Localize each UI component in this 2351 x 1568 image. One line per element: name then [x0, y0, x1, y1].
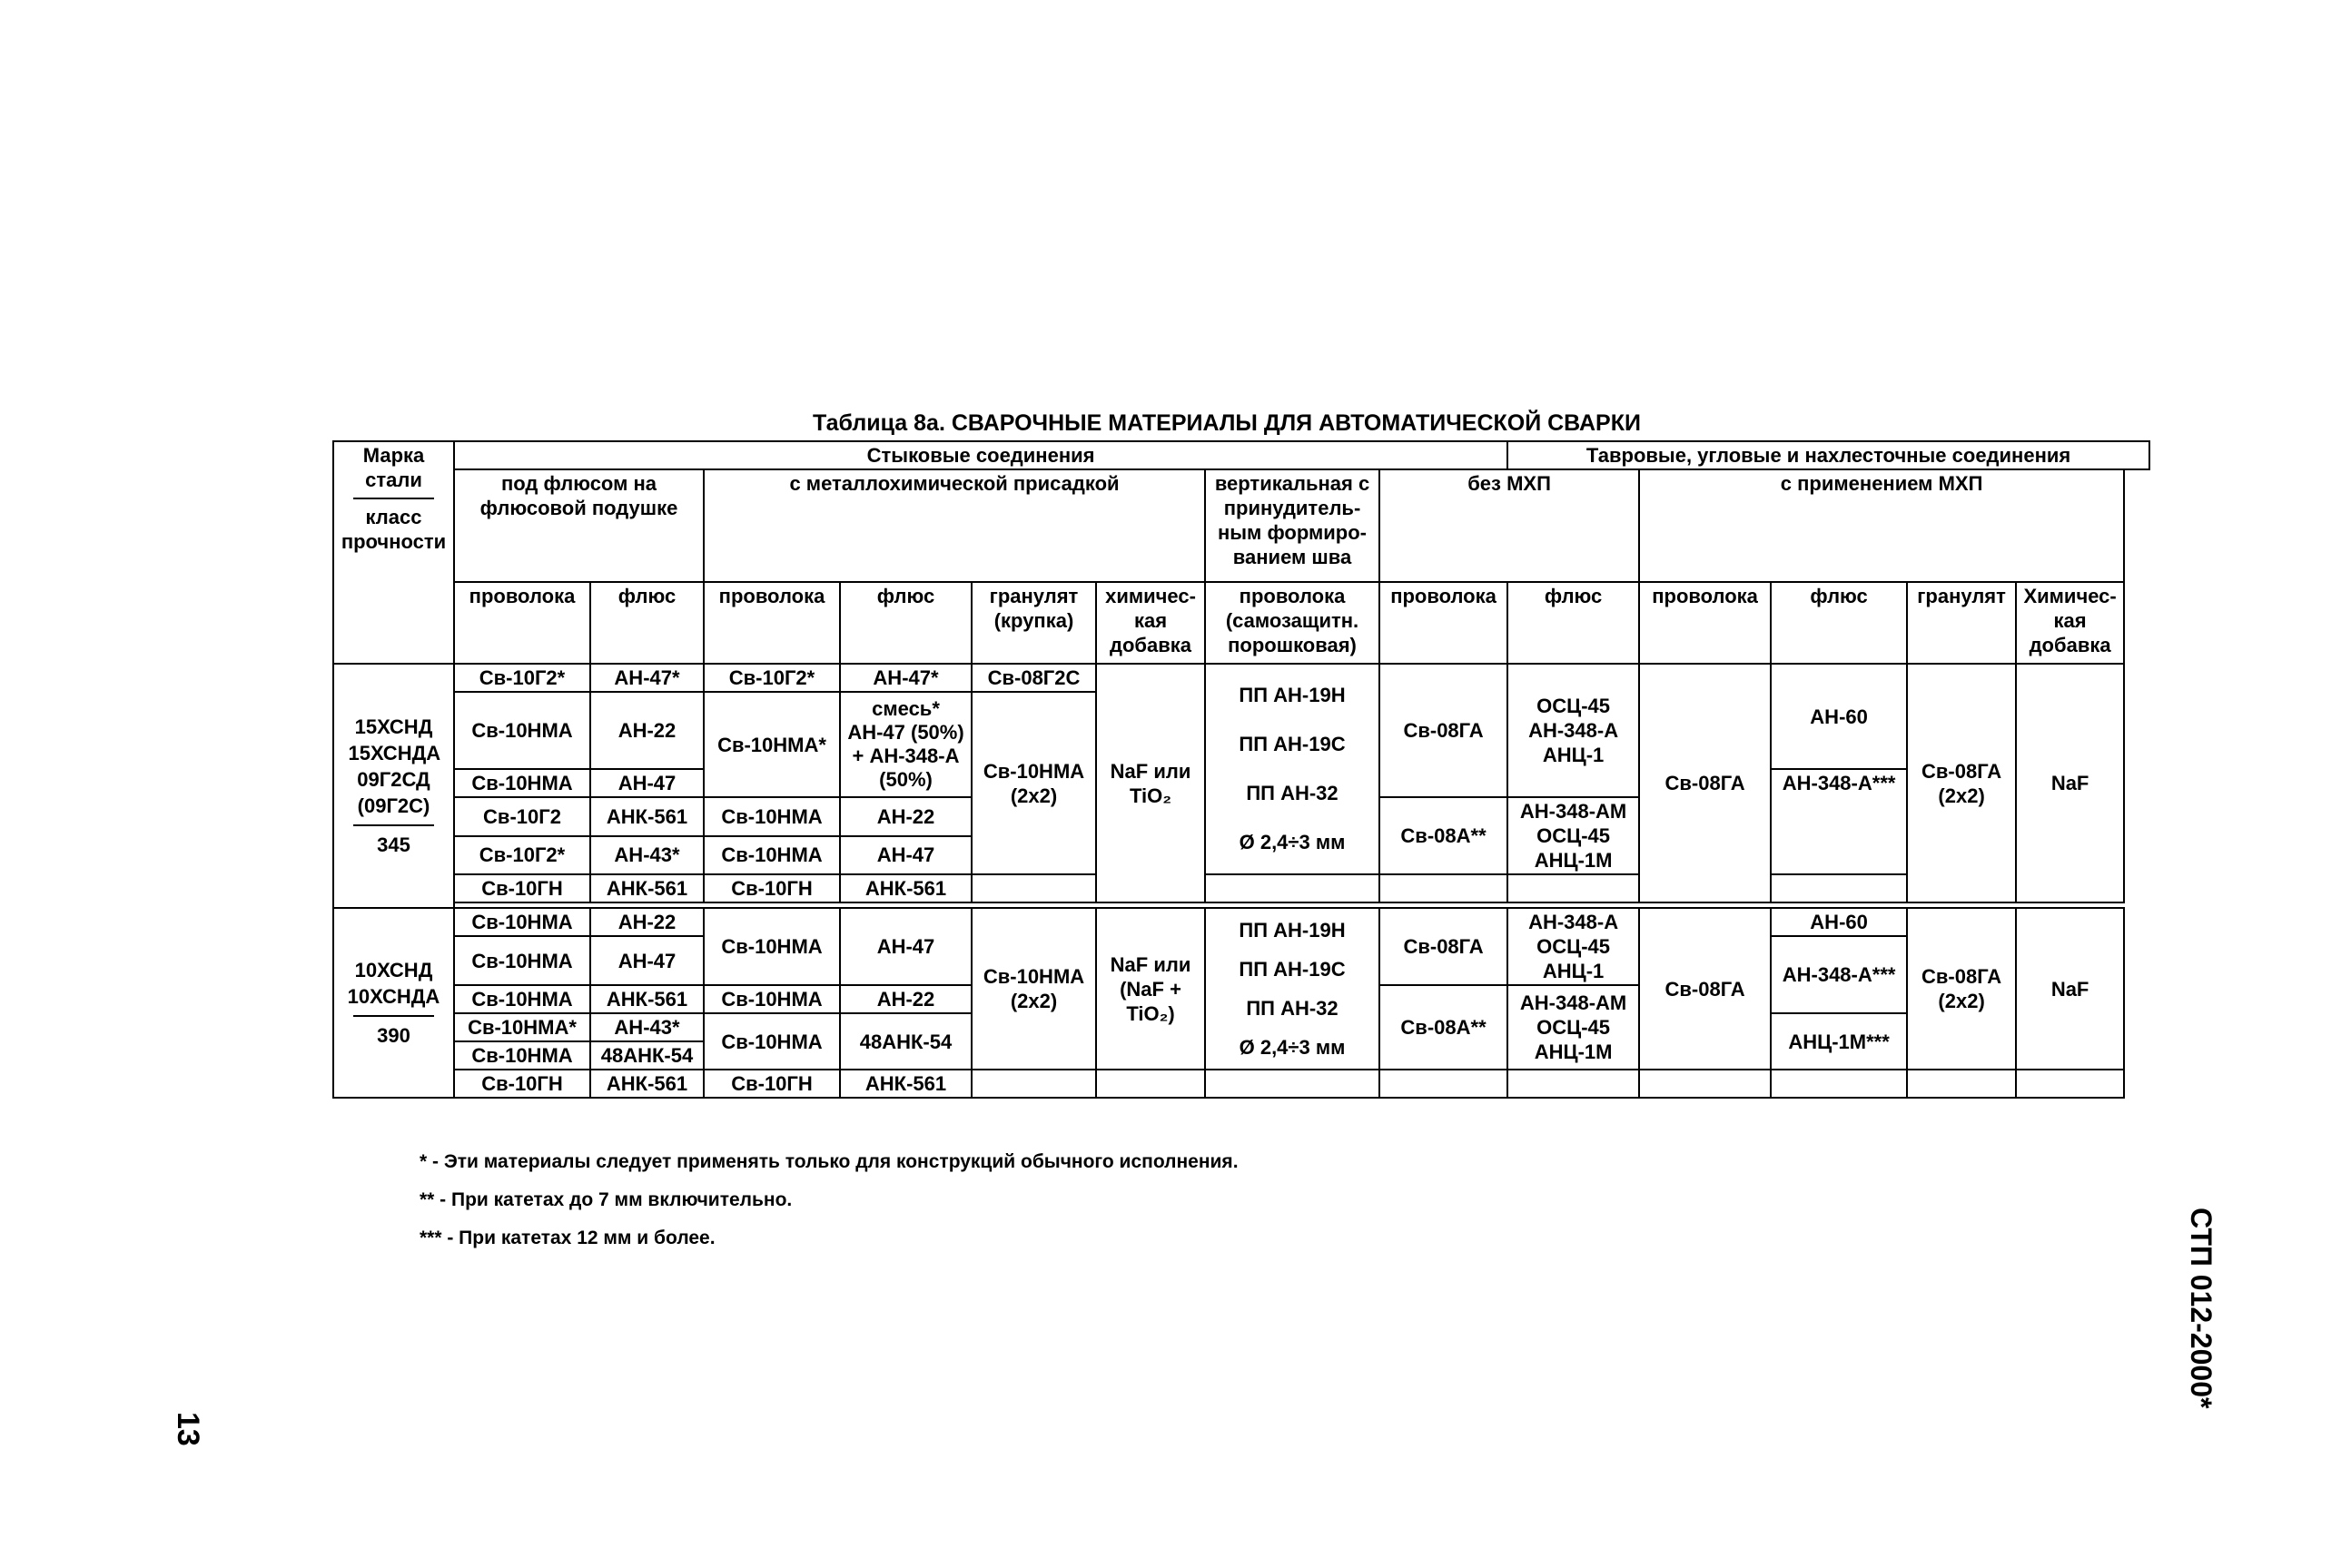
table-cell: Св-08ГА (2х2): [1907, 664, 2016, 902]
table-cell: 48АНК-54: [590, 1041, 704, 1070]
col-flux-4: флюс: [1771, 582, 1907, 664]
table-cell: Св-08А**: [1379, 985, 1507, 1070]
table-cell: АН-47*: [590, 664, 704, 692]
table-cell: [1205, 908, 1379, 1070]
table-cell: АН-60: [1771, 664, 1907, 769]
table-cell: смесь* АН-47 (50%) + АН-348-А (50%): [840, 692, 972, 797]
table-cell: АН-60: [1771, 908, 1907, 936]
steel-grade-cell: [333, 664, 454, 908]
vertical-wire: ПП АН-19С: [1239, 958, 1346, 981]
flux-pad-header: под флюсом на флюсовой подушке: [454, 469, 704, 582]
table-cell: АН-348-АМ ОСЦ-45 АНЦ-1М: [1507, 985, 1639, 1070]
cell-divider: [353, 824, 434, 826]
table-cell: [1771, 1070, 1907, 1098]
document-code: СТП 012-2000*: [2185, 1208, 2218, 1409]
table-cell: Св-10Г2: [454, 797, 590, 836]
table-cell: Св-10Г2*: [704, 664, 840, 692]
table-cell: АН-47: [590, 936, 704, 985]
table-cell: Св-10НМА: [704, 1013, 840, 1070]
table-cell: ОСЦ-45 АН-348-А АНЦ-1: [1507, 664, 1639, 797]
table-cell: Св-08ГА: [1639, 908, 1771, 1070]
no-mkhp-header: без МХП: [1379, 469, 1639, 582]
table-cell: Св-10НМА: [454, 769, 590, 797]
table-cell: Св-10НМА*: [704, 692, 840, 797]
steel-grade-label: Марка стали: [362, 444, 425, 491]
table-cell: Св-10НМА: [454, 985, 590, 1013]
table-cell: NaF или TiO₂: [1096, 664, 1205, 902]
table-cell: Св-10ГН: [454, 874, 590, 902]
col-flux-2: флюс: [840, 582, 972, 664]
table-cell: АН-43*: [590, 1013, 704, 1041]
metallochem-header: с металлохимической присадкой: [704, 469, 1205, 582]
steel-grade-cell: [333, 908, 454, 1098]
vertical-header: вертикальная с принудитель-ным формиро-ванием шва: [1205, 469, 1379, 582]
col-chem-2: Химичес-кая добавка: [2016, 582, 2124, 664]
table-cell: Св-10Г2*: [454, 836, 590, 875]
table-cell: [1907, 1070, 2016, 1098]
table-cell: АН-348-АМ ОСЦ-45 АНЦ-1М: [1507, 797, 1639, 874]
cell-divider: [353, 1015, 434, 1017]
table-cell: АНК-561: [840, 1070, 972, 1098]
table-cell: [1379, 874, 1507, 902]
strength-class: 390: [377, 1024, 410, 1047]
table-cell: Св-10Г2*: [454, 664, 590, 692]
table-cell: АН-348-А ОСЦ-45 АНЦ-1: [1507, 908, 1639, 985]
table-cell: АН-22: [840, 797, 972, 836]
vertical-wire: ПП АН-32: [1246, 782, 1338, 804]
strength-class-label: класс прочности: [341, 506, 447, 553]
table-cell: Св-10НМА: [454, 908, 590, 936]
col-wire-2: проволока: [704, 582, 840, 664]
table-cell: АН-47*: [840, 664, 972, 692]
vertical-wire: Ø 2,4÷3 мм: [1239, 1036, 1346, 1059]
table-cell: Св-10НМА: [454, 1041, 590, 1070]
table-cell: [972, 1070, 1096, 1098]
footnote-2: ** - При катетах до 7 мм включительно.: [420, 1189, 793, 1210]
table-cell: Св-10ГН: [704, 874, 840, 902]
with-mkhp-header: с применением МХП: [1639, 469, 2124, 582]
table-cell: Св-10ГН: [704, 1070, 840, 1098]
table-cell: АНК-561: [840, 874, 972, 902]
table-cell: [1205, 874, 1379, 902]
col-granulate-1: гранулят (крупка): [972, 582, 1096, 664]
table-cell: АН-22: [590, 908, 704, 936]
header-row-2: [333, 469, 2149, 582]
table-cell: [1205, 1070, 1379, 1098]
col-chem-1: химичес-кая добавка: [1096, 582, 1205, 664]
table-cell: Св-10НМА*: [454, 1013, 590, 1041]
table-cell: NaF: [2016, 664, 2124, 902]
footnote-1: * - Эти материалы следует применять только для конструкций обычного исполнения.: [420, 1151, 1239, 1172]
table-cell: Св-08ГА: [1379, 664, 1507, 797]
table-row: [333, 874, 2149, 902]
table-cell: АН-47: [590, 769, 704, 797]
table-cell: АНК-561: [590, 985, 704, 1013]
col-wire-3: проволока: [1379, 582, 1507, 664]
vertical-wire: Ø 2,4÷3 мм: [1239, 831, 1346, 853]
header-row-3: [333, 582, 2149, 664]
steel-grades: 15ХСНД 15ХСНДА 09Г2СД (09Г2С): [348, 715, 441, 817]
col-flux-1: флюс: [590, 582, 704, 664]
table-cell: [1507, 1070, 1639, 1098]
col-flux-3: флюс: [1507, 582, 1639, 664]
footnote-3: *** - При катетах 12 мм и более.: [420, 1228, 716, 1248]
header-row-1: [333, 441, 2149, 469]
table-cell: АН-348-А***: [1771, 769, 1907, 874]
welding-materials-table: [332, 440, 2150, 1099]
table-cell: NaF: [2016, 908, 2124, 1070]
table-cell: Св-10ГН: [454, 1070, 590, 1098]
table-row: [333, 1070, 2149, 1098]
table-cell: Св-10НМА (2х2): [972, 692, 1096, 874]
table-cell: [2016, 1070, 2124, 1098]
col-granulate-2: гранулят: [1907, 582, 2016, 664]
vertical-wire: ПП АН-19Н: [1239, 919, 1346, 942]
col-wire-1: проволока: [454, 582, 590, 664]
table-cell: Св-10НМА: [704, 985, 840, 1013]
table-cell: [1379, 1070, 1507, 1098]
table-cell: Св-08А**: [1379, 797, 1507, 874]
table-cell: АН-22: [840, 985, 972, 1013]
table-cell: Св-10НМА: [454, 936, 590, 985]
col-wire-4: проволока: [1639, 582, 1771, 664]
strength-class: 345: [377, 833, 410, 856]
table-cell: [1205, 664, 1379, 874]
table-cell: Св-10НМА: [454, 692, 590, 769]
table-cell: Св-10НМА (2х2): [972, 908, 1096, 1070]
steel-grades: 10ХСНД 10ХСНДА: [347, 959, 440, 1008]
table-cell: Св-08ГА: [1379, 908, 1507, 985]
table-cell: АН-47: [840, 836, 972, 875]
table-cell: АН-43*: [590, 836, 704, 875]
col-vert-wire: проволока (самозащитн. порошковая): [1205, 582, 1379, 664]
table-row: [333, 908, 2149, 936]
table-cell: Св-10НМА: [704, 797, 840, 836]
table-cell: АН-348-А***: [1771, 936, 1907, 1013]
table-cell: [1639, 1070, 1771, 1098]
table-cell: 48АНК-54: [840, 1013, 972, 1070]
table-cell: NaF или (NaF + TiO₂): [1096, 908, 1205, 1070]
table-cell: [1096, 1070, 1205, 1098]
table-cell: АНК-561: [590, 1070, 704, 1098]
page-number: 13: [171, 1412, 205, 1446]
tee-joints-header: Тавровые, угловые и нахлесточные соединения: [1507, 441, 2149, 469]
table-title: Таблица 8а. СВАРОЧНЫЕ МАТЕРИАЛЫ ДЛЯ АВТОМАТИЧЕСКОЙ СВАРКИ: [813, 410, 1641, 436]
vertical-wire: ПП АН-19С: [1239, 733, 1346, 755]
table-cell: АНЦ-1М***: [1771, 1013, 1907, 1070]
vertical-wire: ПП АН-19Н: [1239, 684, 1346, 706]
table-cell: [972, 874, 1096, 902]
table-cell: АНК-561: [590, 797, 704, 836]
header-divider: [353, 498, 434, 499]
table-cell: АНК-561: [590, 874, 704, 902]
table-row: [333, 664, 2149, 692]
table-cell: АН-22: [590, 692, 704, 769]
steel-grade-header: [333, 441, 454, 664]
table-cell: Св-08ГА: [1639, 664, 1771, 902]
vertical-wire: ПП АН-32: [1246, 997, 1338, 1020]
butt-joints-header: Стыковые соединения: [454, 441, 1507, 469]
table-cell: Св-10НМА: [704, 836, 840, 875]
table-cell: Св-10НМА: [704, 908, 840, 985]
table-cell: Св-08Г2С: [972, 664, 1096, 692]
table-cell: Св-08ГА (2х2): [1907, 908, 2016, 1070]
table-cell: АН-47: [840, 908, 972, 985]
